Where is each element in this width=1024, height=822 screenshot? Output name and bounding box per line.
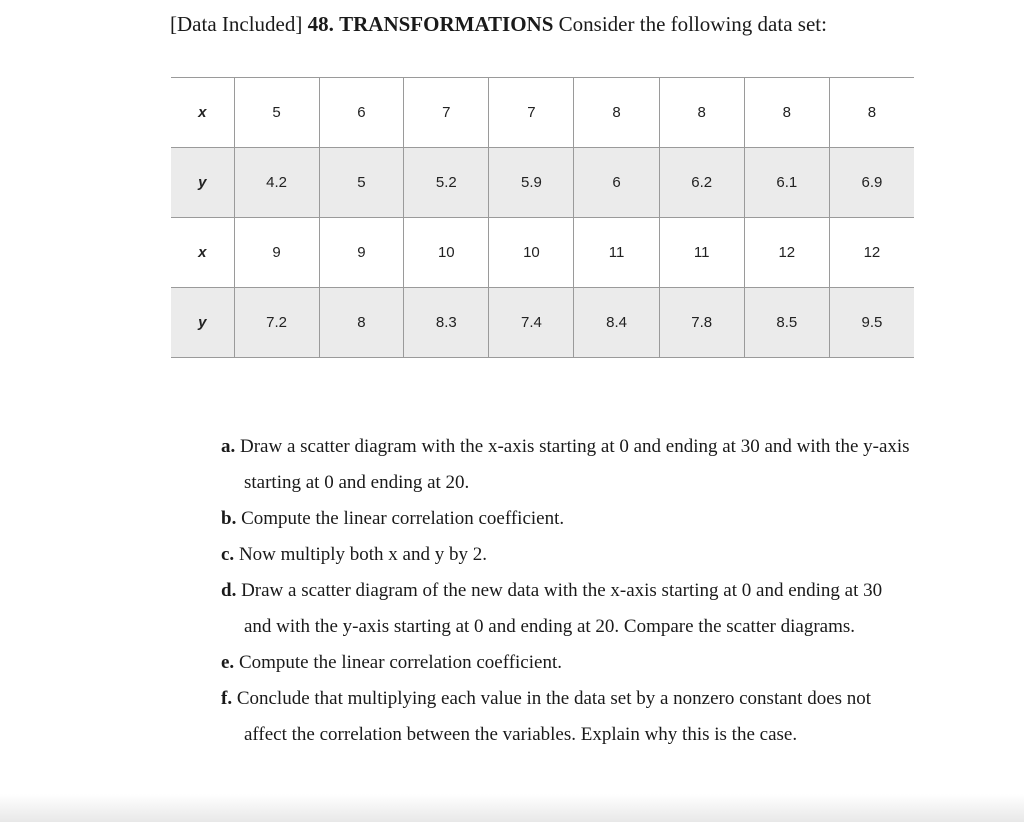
part-letter: b. [221, 508, 237, 529]
part-text: Now multiply both x and y by 2. [238, 544, 487, 565]
row-label: x [171, 78, 234, 148]
table-cell: 8.4 [574, 288, 659, 358]
table-cell: 12 [829, 218, 914, 288]
table-cell: 9 [234, 218, 319, 288]
data-table [171, 77, 914, 358]
table-cell: 10 [404, 218, 489, 288]
part-text: Compute the linear correlation coefficient. [238, 652, 562, 673]
table-cell: 9.5 [829, 288, 914, 358]
question-part-f [221, 681, 911, 753]
part-letter: a. [221, 436, 236, 457]
bottom-edge-shadow [0, 794, 1024, 822]
table-cell: 6.1 [744, 148, 829, 218]
table-row [171, 288, 914, 358]
question-part-e [221, 645, 911, 681]
table-cell: 7.8 [659, 288, 744, 358]
table-cell: 8 [829, 78, 914, 148]
table-row [171, 218, 914, 288]
table-cell: 6.2 [659, 148, 744, 218]
part-letter: d. [221, 580, 237, 601]
table-cell: 5.2 [404, 148, 489, 218]
table-cell: 6.9 [829, 148, 914, 218]
question-part-a [221, 429, 911, 501]
part-letter: e. [221, 652, 235, 673]
table-cell: 7.2 [234, 288, 319, 358]
table-cell: 8.5 [744, 288, 829, 358]
table-cell: 7 [404, 78, 489, 148]
table-cell: 11 [574, 218, 659, 288]
part-text: Draw a scatter diagram with the x-axis starting at 0 and ending at 30 and with the y-axis starting at 0 and ending at 20. [240, 436, 910, 493]
question-part-c [221, 537, 911, 573]
problem-header [170, 10, 827, 38]
table-row [171, 78, 914, 148]
problem-number: 48. [307, 12, 334, 36]
question-part-d [221, 573, 911, 645]
table-cell: 7.4 [489, 288, 574, 358]
table-cell: 7 [489, 78, 574, 148]
row-label: y [171, 288, 234, 358]
table-cell: 11 [659, 218, 744, 288]
problem-topic: TRANSFORMATIONS [339, 12, 554, 36]
table-cell: 8 [659, 78, 744, 148]
table-cell: 10 [489, 218, 574, 288]
problem-intro: Consider the following data set: [558, 12, 827, 36]
table-cell: 8 [744, 78, 829, 148]
part-letter: c. [221, 544, 235, 565]
question-part-b [221, 501, 911, 537]
question-parts [221, 429, 911, 753]
part-text: Conclude that multiplying each value in the data set by a nonzero constant does not affect the correlation between the variables. Explain why this is the case. [236, 688, 872, 745]
part-text: Compute the linear correlation coefficient. [241, 508, 565, 529]
table-cell: 6 [319, 78, 404, 148]
table-cell: 5.9 [489, 148, 574, 218]
part-text: Draw a scatter diagram of the new data with the x-axis starting at 0 and ending at 30 and with the y-axis starting at 0 and ending at 20. Compare the scatter diagrams. [241, 580, 883, 637]
table-cell: 9 [319, 218, 404, 288]
part-letter: f. [221, 688, 233, 709]
row-label: y [171, 148, 234, 218]
table-cell: 5 [234, 78, 319, 148]
table-cell: 8 [574, 78, 659, 148]
row-label: x [171, 218, 234, 288]
table-row [171, 148, 914, 218]
data-included-tag: [Data Included] [170, 12, 303, 36]
table-cell: 5 [319, 148, 404, 218]
table-cell: 8 [319, 288, 404, 358]
table-cell: 6 [574, 148, 659, 218]
table-cell: 4.2 [234, 148, 319, 218]
table-cell: 12 [744, 218, 829, 288]
table-cell: 8.3 [404, 288, 489, 358]
